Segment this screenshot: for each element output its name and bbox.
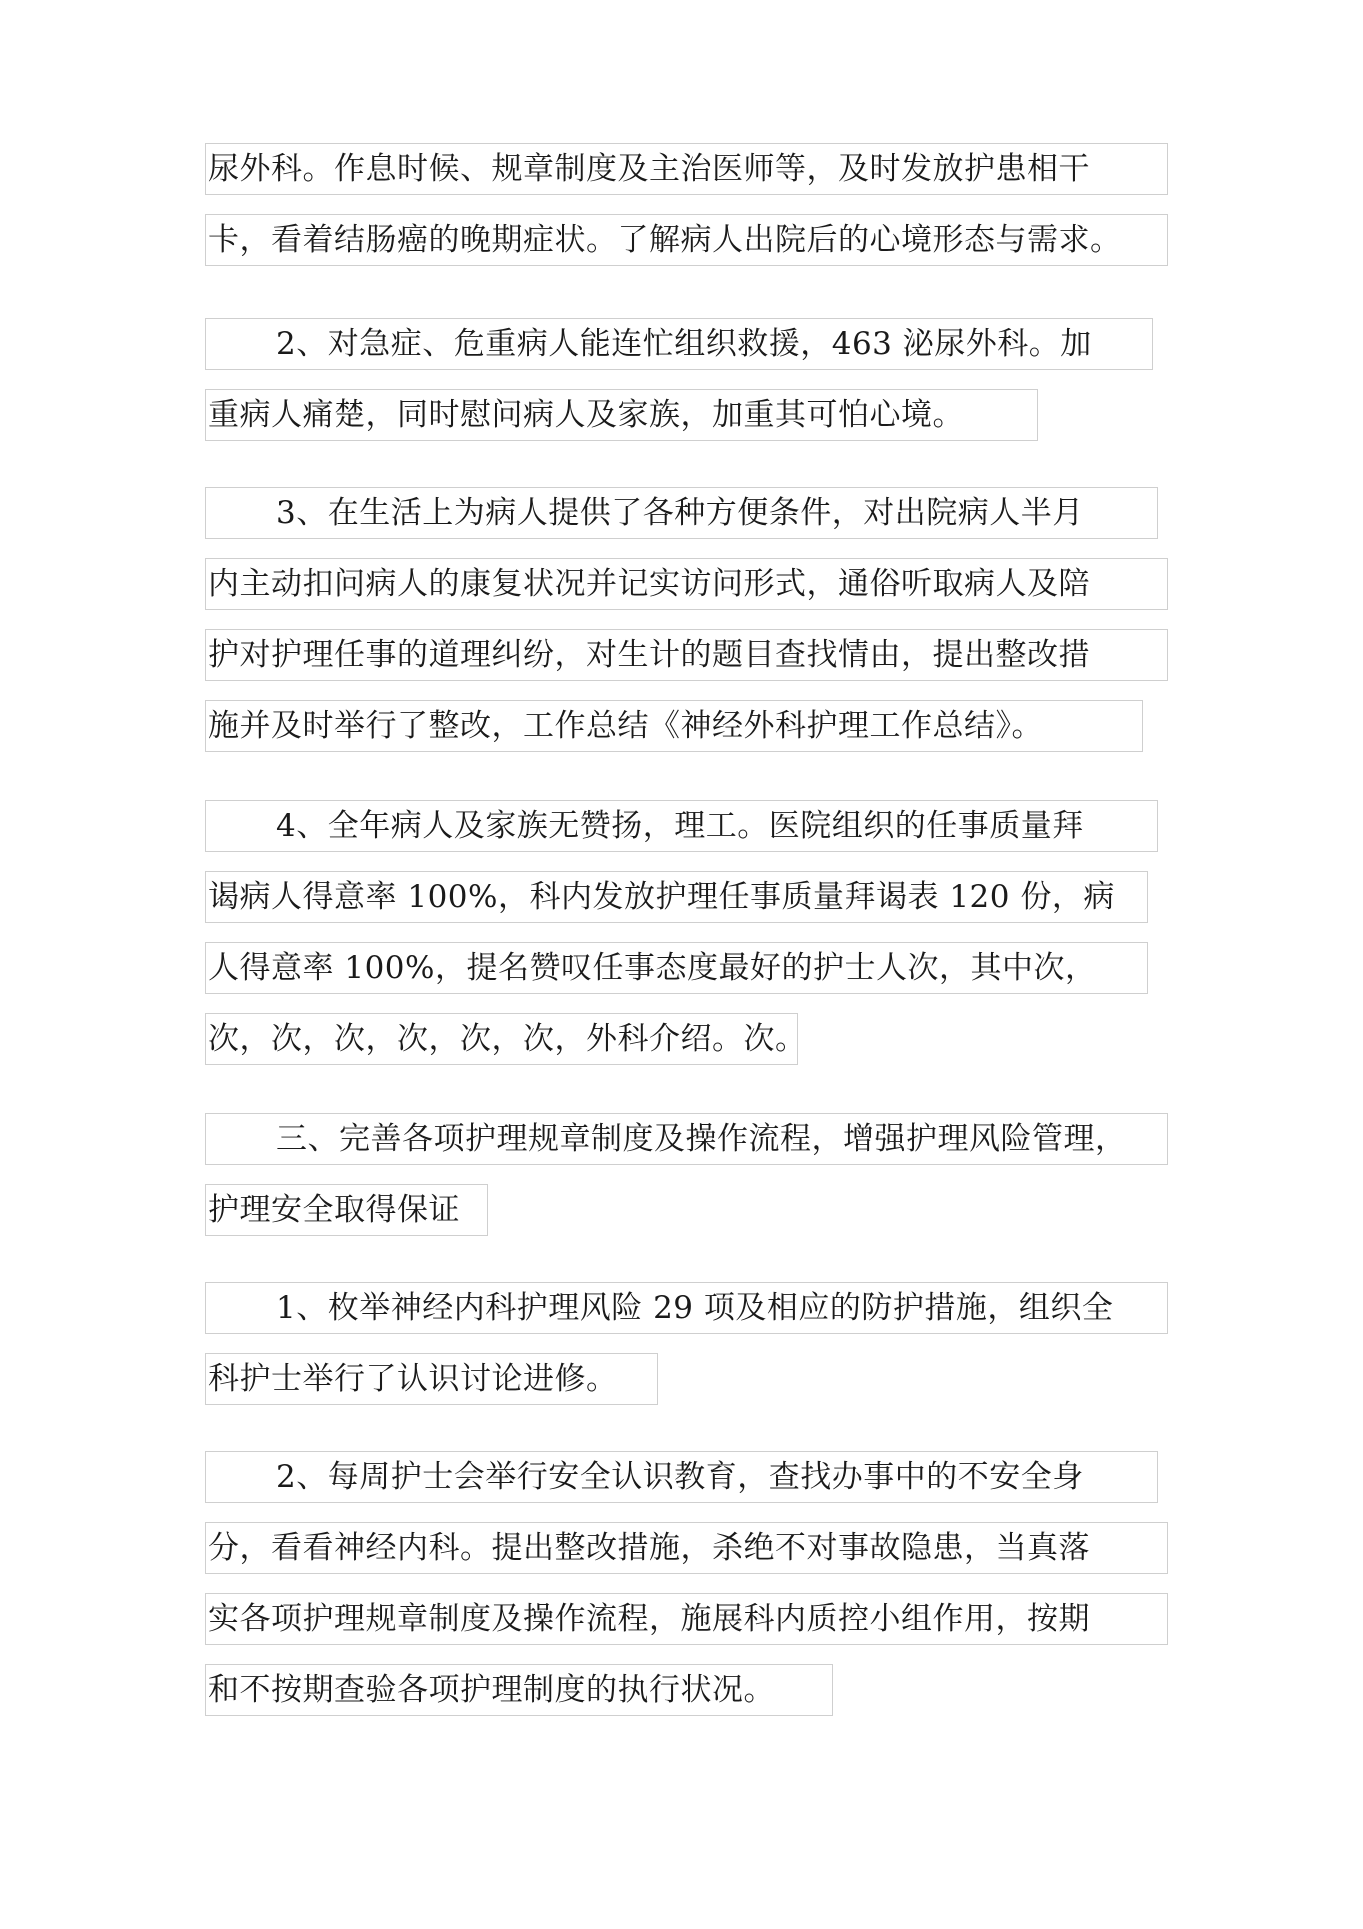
- section-heading-line: 护理安全取得保证: [205, 1184, 488, 1236]
- text-line: 分，看看神经内科。提出整改措施，杀绝不对事故隐患，当真落: [205, 1522, 1168, 1574]
- text-line: 尿外科。作息时候、规章制度及主治医师等，及时发放护患相干: [205, 143, 1168, 195]
- paragraph-start-line: 2、对急症、危重病人能连忙组织救援，463 泌尿外科。加: [205, 318, 1153, 370]
- text-line: 施并及时举行了整改，工作总结《神经外科护理工作总结》。: [205, 700, 1143, 752]
- section-heading-line: 三、完善各项护理规章制度及操作流程，增强护理风险管理，: [205, 1113, 1168, 1165]
- text-line: 科护士举行了认识讨论进修。: [205, 1353, 658, 1405]
- text-line: 实各项护理规章制度及操作流程，施展科内质控小组作用，按期: [205, 1593, 1168, 1645]
- paragraph-start-line: 4、全年病人及家族无赞扬，理工。医院组织的任事质量拜: [205, 800, 1158, 852]
- paragraph-start-line: 3、在生活上为病人提供了各种方便条件，对出院病人半月: [205, 487, 1158, 539]
- paragraph-start-line: 1、枚举神经内科护理风险 29 项及相应的防护措施，组织全: [205, 1282, 1168, 1334]
- text-line: 护对护理任事的道理纠纷，对生计的题目查找情由，提出整改措: [205, 629, 1168, 681]
- paragraph-start-line: 2、每周护士会举行安全认识教育，查找办事中的不安全身: [205, 1451, 1158, 1503]
- text-line: 重病人痛楚，同时慰问病人及家族，加重其可怕心境。: [205, 389, 1038, 441]
- text-line: 人得意率 100%，提名赞叹任事态度最好的护士人次，其中次，: [205, 942, 1148, 994]
- text-line: 卡，看着结肠癌的晚期症状。了解病人出院后的心境形态与需求。: [205, 214, 1168, 266]
- text-line: 次，次，次，次，次，次，外科介绍。次。: [205, 1013, 798, 1065]
- text-line: 谒病人得意率 100%，科内发放护理任事质量拜谒表 120 份，病: [205, 871, 1148, 923]
- text-line: 内主动扣问病人的康复状况并记实访问形式，通俗听取病人及陪: [205, 558, 1168, 610]
- text-line: 和不按期查验各项护理制度的执行状况。: [205, 1664, 833, 1716]
